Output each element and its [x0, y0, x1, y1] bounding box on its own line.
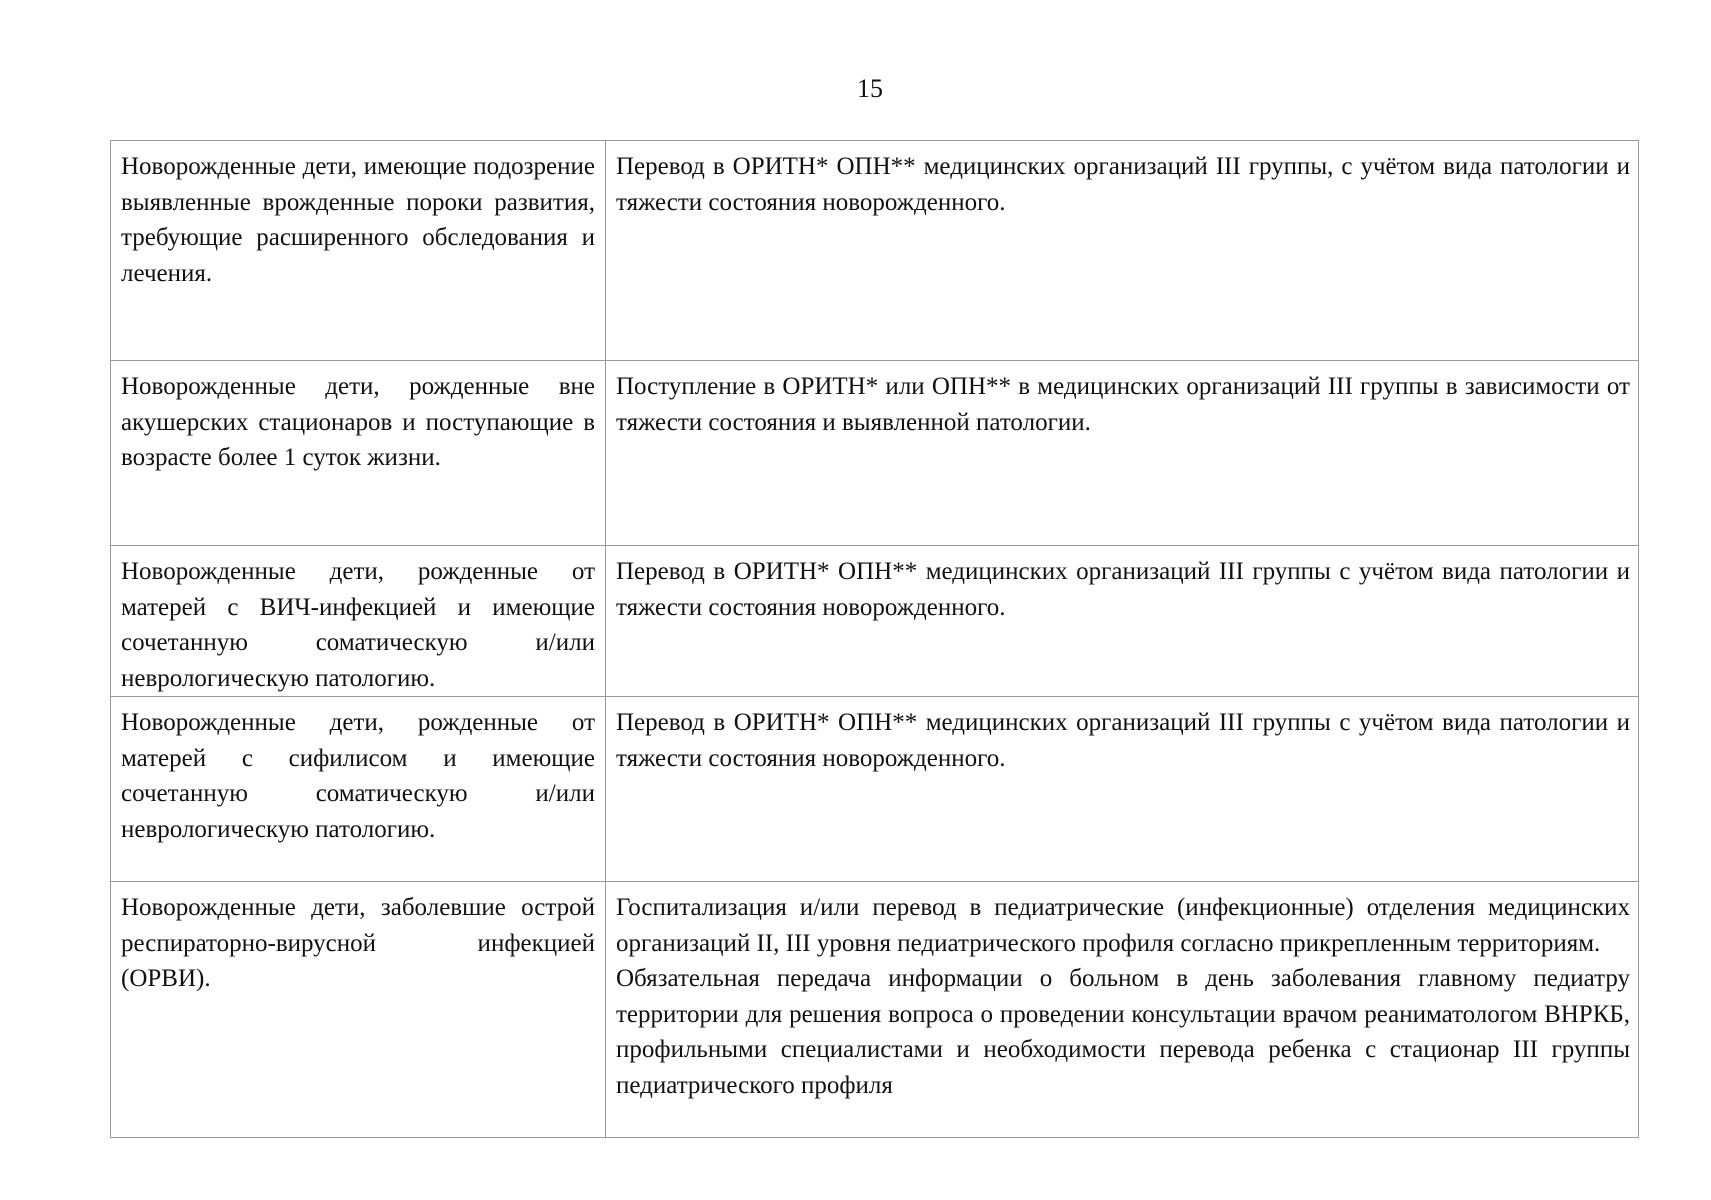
condition-text: Новорожденные дети, рожденные вне акушерских стационаров и поступающие в возрасте более 1 суток жизни.	[121, 373, 595, 471]
condition-text: Новорожденные дети, рожденные от матерей с сифилисом и имеющие сочетанную соматическую и/или неврологическую патологию.	[121, 709, 595, 843]
table-row	[111, 141, 1639, 361]
condition-cell	[111, 361, 606, 546]
table-row	[111, 546, 1639, 697]
action-cell	[606, 697, 1639, 882]
action-cell	[606, 141, 1639, 361]
action-cell	[606, 546, 1639, 697]
condition-cell	[111, 141, 606, 361]
action-text: Госпитализация и/или перевод в педиатрические (инфекционные) отделения медицинских организаций II, III уровня педиатрического профиля согласно прикрепленным территориям.	[616, 894, 1630, 957]
table-row	[111, 697, 1639, 882]
action-cell	[606, 882, 1639, 1138]
action-cell	[606, 361, 1639, 546]
condition-cell	[111, 546, 606, 697]
condition-cell	[111, 882, 606, 1138]
action-text: Перевод в ОРИТН* ОПН** медицинских организаций III группы с учётом вида патологии и тяжести состояния новорожденного.	[616, 709, 1630, 772]
table-row	[111, 882, 1639, 1138]
table-row	[111, 361, 1639, 546]
condition-text: Новорожденные дети, рожденные от матерей с ВИЧ-инфекцией и имеющие сочетанную соматическую и/или неврологическую патологию.	[121, 558, 595, 692]
page-number: 15	[857, 74, 883, 103]
action-text: Поступление в ОРИТН* или ОПН** в медицинских организаций III группы в зависимости от тяжести состояния и выявленной патологии.	[616, 373, 1630, 436]
condition-cell	[111, 697, 606, 882]
routing-table	[110, 140, 1639, 1138]
action-text: Перевод в ОРИТН* ОПН** медицинских организаций III группы, с учётом вида патологии и тяжести состояния новорожденного.	[616, 153, 1630, 216]
condition-text: Новорожденные дети, имеющие подозрение выявленные врожденные пороки развития, требующие расширенного обследования и лечения.	[121, 153, 595, 287]
action-text: Обязательная передача информации о больном в день заболевания главному педиатру территории для решения вопроса о проведении консультации врачом реаниматологом ВНРКБ, профильными специалистами и необходимости перевода ребенка с стационар III группы педиатрического профиля	[616, 965, 1630, 1099]
action-text: Перевод в ОРИТН* ОПН** медицинских организаций III группы с учётом вида патологии и тяжести состояния новорожденного.	[616, 558, 1630, 621]
condition-text: Новорожденные дети, заболевшие острой респираторно-вирусной инфекцией (ОРВИ).	[121, 894, 595, 992]
